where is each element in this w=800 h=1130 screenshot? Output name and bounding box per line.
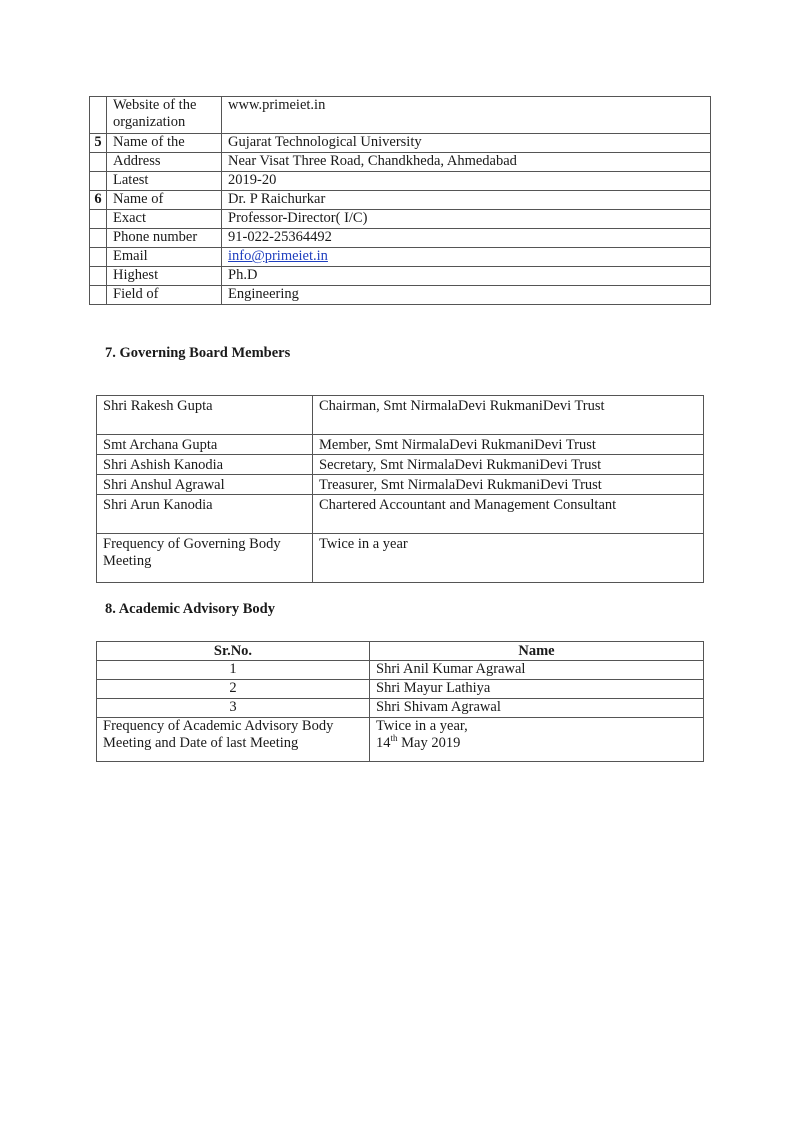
row-label: Highest (107, 267, 222, 286)
row-number (90, 248, 107, 267)
section-heading-governing-board: 7. Governing Board Members (105, 345, 291, 361)
table-row (90, 210, 711, 229)
frequency-day: 14 (376, 735, 391, 751)
member-role: Treasurer, Smt NirmalaDevi RukmaniDevi Trust (313, 475, 704, 495)
frequency-line1: Twice in a year, (376, 718, 468, 734)
row-number (90, 286, 107, 305)
row-label: Name of the (107, 134, 222, 153)
row-number (90, 172, 107, 191)
table-row (90, 97, 711, 134)
frequency-value (370, 718, 704, 762)
row-value: Engineering (222, 286, 711, 305)
member-role: Chartered Accountant and Management Consultant (313, 495, 704, 534)
row-number (90, 210, 107, 229)
row-label: Phone number (107, 229, 222, 248)
row-label: Exact (107, 210, 222, 229)
advisor-name: Shri Shivam Agrawal (370, 699, 704, 718)
row-label: Latest (107, 172, 222, 191)
sr-number: 1 (97, 661, 370, 680)
frequency-rest: May 2019 (397, 735, 461, 751)
member-role: Chairman, Smt NirmalaDevi RukmaniDevi Trust (313, 396, 704, 435)
member-name: Shri Rakesh Gupta (97, 396, 313, 435)
email-link[interactable]: info@primeiet.in (228, 248, 328, 264)
table-header-row (97, 642, 704, 661)
frequency-value: Twice in a year (313, 534, 704, 583)
column-header-srno: Sr.No. (97, 642, 370, 661)
table-row (90, 153, 711, 172)
member-role: Secretary, Smt NirmalaDevi RukmaniDevi Trust (313, 455, 704, 475)
table-row (90, 134, 711, 153)
row-label: Name of (107, 191, 222, 210)
column-header-name: Name (370, 642, 704, 661)
organization-details-table (89, 96, 711, 305)
row-number: 5 (90, 134, 107, 153)
table-row (97, 455, 704, 475)
row-value: Gujarat Technological University (222, 134, 711, 153)
member-name: Smt Archana Gupta (97, 435, 313, 455)
row-value: Dr. P Raichurkar (222, 191, 711, 210)
row-number (90, 153, 107, 172)
academic-advisory-table (96, 641, 704, 762)
table-row (97, 396, 704, 435)
frequency-label: Frequency of Academic Advisory Body Meeting and Date of last Meeting (97, 718, 370, 762)
row-label: Field of (107, 286, 222, 305)
row-value: Ph.D (222, 267, 711, 286)
table-row (97, 680, 704, 699)
frequency-label: Frequency of Governing Body Meeting (97, 534, 313, 583)
table-row (90, 191, 711, 210)
row-label: Website of the organization (107, 97, 222, 134)
table-row (90, 267, 711, 286)
member-role: Member, Smt NirmalaDevi RukmaniDevi Trust (313, 435, 704, 455)
row-value: 2019-20 (222, 172, 711, 191)
table-row (97, 699, 704, 718)
table-row (97, 495, 704, 534)
row-label: Email (107, 248, 222, 267)
advisor-name: Shri Anil Kumar Agrawal (370, 661, 704, 680)
table-row (97, 661, 704, 680)
member-name: Shri Ashish Kanodia (97, 455, 313, 475)
governing-board-table (96, 395, 704, 583)
row-value: 91-022-25364492 (222, 229, 711, 248)
row-value: Near Visat Three Road, Chandkheda, Ahmedabad (222, 153, 711, 172)
row-value: Professor-Director( I/C) (222, 210, 711, 229)
row-number (90, 97, 107, 134)
member-name: Shri Anshul Agrawal (97, 475, 313, 495)
row-value (222, 248, 711, 267)
table-row (90, 172, 711, 191)
sr-number: 3 (97, 699, 370, 718)
table-row (97, 718, 704, 762)
frequency-suffix: th (390, 733, 398, 744)
row-number: 6 (90, 191, 107, 210)
table-row (97, 475, 704, 495)
table-row (97, 534, 704, 583)
row-number (90, 229, 107, 248)
table-row (90, 248, 711, 267)
row-number (90, 267, 107, 286)
table-row (97, 435, 704, 455)
table-row (90, 229, 711, 248)
row-label: Address (107, 153, 222, 172)
row-value: www.primeiet.in (222, 97, 711, 134)
sr-number: 2 (97, 680, 370, 699)
advisor-name: Shri Mayur Lathiya (370, 680, 704, 699)
section-heading-academic-advisory: 8. Academic Advisory Body (105, 601, 275, 617)
table-row (90, 286, 711, 305)
member-name: Shri Arun Kanodia (97, 495, 313, 534)
